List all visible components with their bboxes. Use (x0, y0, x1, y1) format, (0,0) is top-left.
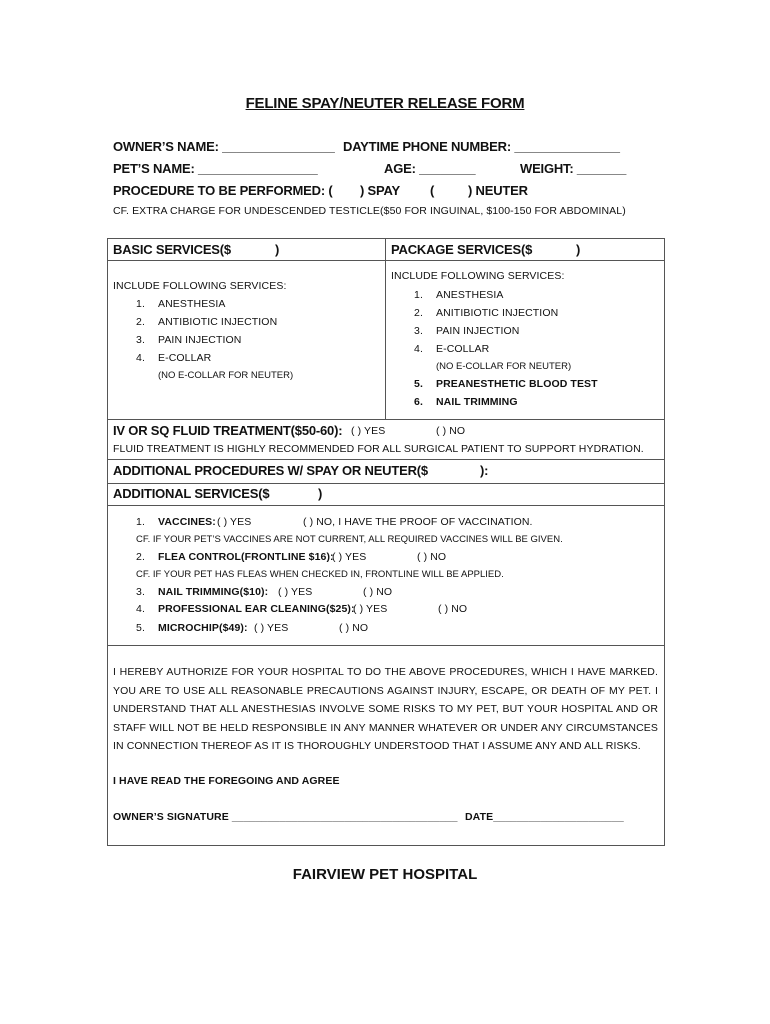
ear-yes-option[interactable]: ( ) YES (353, 603, 388, 615)
vaccines-no-option[interactable]: ( ) NO, I HAVE THE PROOF OF VACCINATION. (303, 516, 533, 528)
package-ecollar-note: (NO E-COLLAR FOR NEUTER) (436, 361, 572, 372)
spay-option[interactable]: ) SPAY (360, 183, 400, 198)
flea-note: CF. IF YOUR PET HAS FLEAS WHEN CHECKED IN, FRONTLINE WILL BE APPLIED. (136, 569, 504, 580)
nail-no-option[interactable]: ( ) NO (363, 586, 393, 598)
basic-include-label: INCLUDE FOLLOWING SERVICES: (113, 280, 287, 292)
fluid-treatment-label: IV OR SQ FLUID TREATMENT($50-60): (113, 423, 343, 438)
list-number: 2. (414, 307, 423, 319)
list-number: 1. (136, 516, 145, 528)
package-item-pain: PAIN INJECTION (436, 325, 520, 337)
divider (107, 505, 665, 506)
list-number: 3. (136, 586, 145, 598)
ear-cleaning-label: PROFESSIONAL EAR CLEANING($25): (158, 603, 355, 615)
fluid-yes-option[interactable]: ( ) YES (351, 425, 386, 437)
nail-trimming-label: NAIL TRIMMING($10): (158, 586, 269, 598)
flea-control-label: FLEA CONTROL(FRONTLINE $16): (158, 551, 334, 563)
hospital-name: FAIRVIEW PET HOSPITAL (292, 866, 478, 883)
divider (107, 645, 665, 646)
package-item-ecollar: E-COLLAR (436, 343, 490, 355)
daytime-phone-field[interactable]: DAYTIME PHONE NUMBER: _______________ (343, 139, 620, 154)
divider (107, 419, 665, 420)
flea-yes-option[interactable]: ( ) YES (332, 551, 367, 563)
package-services-header-close: ) (576, 242, 581, 257)
weight-field[interactable]: WEIGHT: _______ (520, 161, 627, 176)
owner-signature-field[interactable]: OWNER’S SIGNATURE ______________________________________ (113, 811, 458, 823)
divider (107, 459, 665, 460)
microchip-yes-option[interactable]: ( ) YES (254, 622, 289, 634)
list-number: 4. (136, 352, 145, 364)
list-number: 1. (136, 298, 145, 310)
age-field[interactable]: AGE: ________ (384, 161, 476, 176)
vaccines-yes-option[interactable]: ( ) YES (217, 516, 252, 528)
owner-name-field[interactable]: OWNER’S NAME: ________________ (113, 139, 335, 154)
list-number: 4. (136, 603, 145, 615)
form-title: FELINE SPAY/NEUTER RELEASE FORM (245, 95, 525, 112)
neuter-option[interactable]: ) NEUTER (468, 183, 528, 198)
fluid-no-option[interactable]: ( ) NO (436, 425, 466, 437)
vaccines-note: CF. IF YOUR PET’S VACCINES ARE NOT CURRENT, ALL REQUIRED VACCINES WILL BE GIVEN. (136, 534, 563, 545)
neuter-open-paren: ( (430, 183, 435, 198)
ear-no-option[interactable]: ( ) NO (438, 603, 468, 615)
list-number: 2. (136, 551, 145, 563)
divider (107, 260, 665, 261)
vaccines-label: VACCINES: (158, 516, 216, 528)
additional-procedures-label: ADDITIONAL PROCEDURES W/ SPAY OR NEUTER($ (113, 463, 428, 478)
basic-services-header-close: ) (275, 242, 280, 257)
fluid-treatment-note: FLUID TREATMENT IS HIGHLY RECOMMENDED FOR ALL SURGICAL PATIENT TO SUPPORT HYDRATION. (113, 443, 644, 455)
basic-services-header: BASIC SERVICES($ (113, 242, 231, 257)
package-item-anesthesia: ANESTHESIA (436, 289, 504, 301)
additional-procedures-close: ): (480, 463, 489, 478)
nail-yes-option[interactable]: ( ) YES (278, 586, 313, 598)
list-number: 4. (414, 343, 423, 355)
date-field[interactable]: DATE______________________ (465, 811, 624, 823)
package-item-blood-test: PREANESTHETIC BLOOD TEST (436, 378, 598, 390)
basic-ecollar-note: (NO E-COLLAR FOR NEUTER) (158, 370, 294, 381)
list-number: 5. (136, 622, 145, 634)
divider (107, 483, 665, 484)
basic-item-antibiotic: ANTIBIOTIC INJECTION (158, 316, 278, 328)
list-number: 5. (414, 378, 423, 390)
package-item-nail-trimming: NAIL TRIMMING (436, 396, 518, 408)
list-number: 3. (414, 325, 423, 337)
additional-services-label: ADDITIONAL SERVICES($ (113, 486, 270, 501)
list-number: 2. (136, 316, 145, 328)
additional-services-close: ) (318, 486, 323, 501)
basic-item-pain: PAIN INJECTION (158, 334, 242, 346)
package-include-label: INCLUDE FOLLOWING SERVICES: (391, 270, 565, 282)
pet-name-field[interactable]: PET’S NAME: _________________ (113, 161, 318, 176)
list-number: 3. (136, 334, 145, 346)
basic-item-ecollar: E-COLLAR (158, 352, 212, 364)
package-item-antibiotic: ANITIBIOTIC INJECTION (436, 307, 559, 319)
divider (385, 238, 386, 419)
procedure-label: PROCEDURE TO BE PERFORMED: ( (113, 183, 333, 198)
extra-charge-note: CF. EXTRA CHARGE FOR UNDESCENDED TESTICLE($50 FOR INGUINAL, $100-150 FOR ABDOMINAL) (113, 205, 626, 217)
authorization-paragraph: I HEREBY AUTHORIZE FOR YOUR HOSPITAL TO DO THE ABOVE PROCEDURES, WHICH I HAVE MARKED. YOU ARE TO USE ALL REASONABLE PRECAUTIONS AGAINST INJURY, ESCAPE, OR DEATH OF MY PET. I UNDERSTAND THAT ALL ANESTHESIAS INVOLVE SOME RISKS TO MY PET, BUT YOUR HOSPITAL AND OR STAFF WILL NOT BE HELD RESPONSIBLE IN ANY MANNER WHATEVER OR UNDER ANY CIRCUMSTANCES IN CONNECTION THEREOF AS IT IS THOROUGHLY UNDERSTOOD THAT I ASSUME ANY AND ALL RISKS. (113, 666, 658, 752)
list-number: 6. (414, 396, 423, 408)
basic-item-anesthesia: ANESTHESIA (158, 298, 226, 310)
flea-no-option[interactable]: ( ) NO (417, 551, 447, 563)
list-number: 1. (414, 289, 423, 301)
package-services-header: PACKAGE SERVICES($ (391, 242, 533, 257)
microchip-no-option[interactable]: ( ) NO (339, 622, 369, 634)
microchip-label: MICROCHIP($49): (158, 622, 248, 634)
agree-statement: I HAVE READ THE FOREGOING AND AGREE (113, 775, 340, 787)
